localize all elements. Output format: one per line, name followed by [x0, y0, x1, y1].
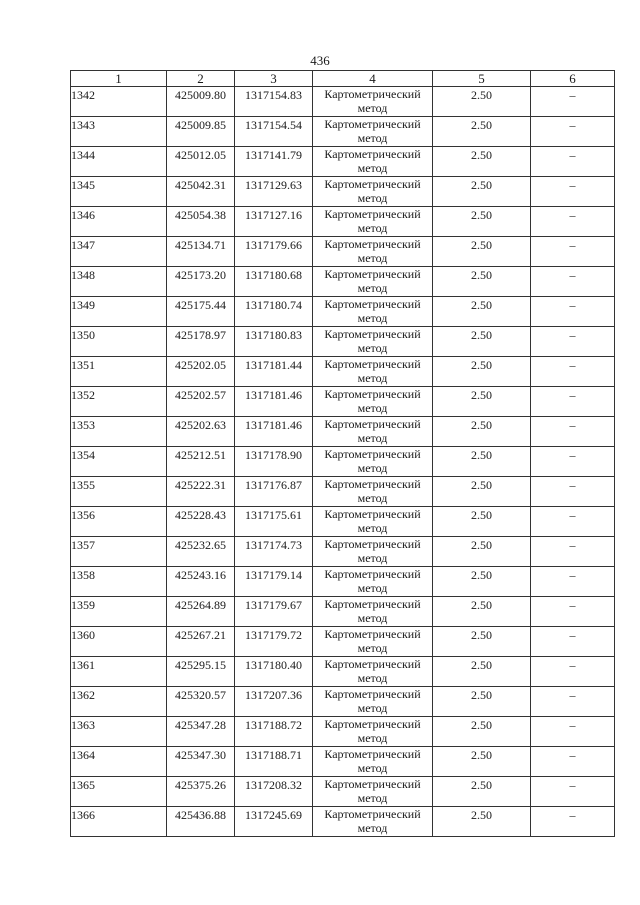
point-number-cell: 1351: [71, 357, 167, 387]
point-number-cell: 1346: [71, 207, 167, 237]
accuracy-cell: 2.50: [433, 147, 531, 177]
x-coordinate-cell: 425009.80: [167, 87, 235, 117]
accuracy-cell: 2.50: [433, 627, 531, 657]
point-number-cell: 1366: [71, 807, 167, 837]
table-row: [71, 567, 615, 597]
y-coordinate-cell: 1317181.46: [235, 387, 313, 417]
method-line-2: метод: [357, 401, 388, 415]
x-coordinate-cell: 425320.57: [167, 687, 235, 717]
accuracy-cell: 2.50: [433, 597, 531, 627]
column-header-6: 6: [531, 71, 615, 87]
note-cell: –: [531, 267, 615, 297]
point-number-cell: 1350: [71, 327, 167, 357]
accuracy-cell: 2.50: [433, 177, 531, 207]
point-number-cell: 1363: [71, 717, 167, 747]
table-row: [71, 327, 615, 357]
x-coordinate-cell: 425347.30: [167, 747, 235, 777]
y-coordinate-cell: 1317129.63: [235, 177, 313, 207]
method-cell: [313, 657, 433, 687]
accuracy-cell: 2.50: [433, 687, 531, 717]
method-cell: [313, 297, 433, 327]
x-coordinate-cell: 425375.26: [167, 777, 235, 807]
method-line-2: метод: [357, 101, 388, 115]
column-header-1: 1: [71, 71, 167, 87]
method-line-2: метод: [357, 791, 388, 805]
x-coordinate-cell: 425134.71: [167, 237, 235, 267]
point-number-cell: 1355: [71, 477, 167, 507]
method-line-1: Картометрический: [324, 267, 421, 281]
table-row: [71, 747, 615, 777]
header-row: [71, 71, 615, 87]
method-cell: [313, 627, 433, 657]
accuracy-cell: 2.50: [433, 267, 531, 297]
y-coordinate-cell: 1317127.16: [235, 207, 313, 237]
method-line-2: метод: [357, 191, 388, 205]
note-cell: –: [531, 387, 615, 417]
point-number-cell: 1361: [71, 657, 167, 687]
method-line-1: Картометрический: [324, 417, 421, 431]
table-row: [71, 507, 615, 537]
method-line-2: метод: [357, 641, 388, 655]
table-row: [71, 387, 615, 417]
table-row: [71, 597, 615, 627]
note-cell: –: [531, 567, 615, 597]
method-line-2: метод: [357, 131, 388, 145]
method-cell: [313, 687, 433, 717]
point-number-cell: 1365: [71, 777, 167, 807]
accuracy-cell: 2.50: [433, 447, 531, 477]
table-row: [71, 627, 615, 657]
x-coordinate-cell: 425009.85: [167, 117, 235, 147]
method-cell: [313, 417, 433, 447]
accuracy-cell: 2.50: [433, 207, 531, 237]
point-number-cell: 1358: [71, 567, 167, 597]
x-coordinate-cell: 425232.65: [167, 537, 235, 567]
method-cell: [313, 237, 433, 267]
note-cell: –: [531, 177, 615, 207]
x-coordinate-cell: 425202.05: [167, 357, 235, 387]
y-coordinate-cell: 1317179.66: [235, 237, 313, 267]
method-line-2: метод: [357, 671, 388, 685]
point-number-cell: 1343: [71, 117, 167, 147]
table-row: [71, 117, 615, 147]
method-line-1: Картометрический: [324, 567, 421, 581]
method-cell: [313, 567, 433, 597]
method-cell: [313, 507, 433, 537]
method-line-2: метод: [357, 311, 388, 325]
note-cell: –: [531, 537, 615, 567]
method-cell: [313, 267, 433, 297]
method-line-1: Картометрический: [324, 387, 421, 401]
y-coordinate-cell: 1317154.54: [235, 117, 313, 147]
point-number-cell: 1357: [71, 537, 167, 567]
method-line-2: метод: [357, 731, 388, 745]
note-cell: –: [531, 807, 615, 837]
y-coordinate-cell: 1317154.83: [235, 87, 313, 117]
table-row: [71, 537, 615, 567]
table-row: [71, 477, 615, 507]
table-row: [71, 87, 615, 117]
x-coordinate-cell: 425243.16: [167, 567, 235, 597]
accuracy-cell: 2.50: [433, 117, 531, 147]
x-coordinate-cell: 425178.97: [167, 327, 235, 357]
table-row: [71, 687, 615, 717]
y-coordinate-cell: 1317176.87: [235, 477, 313, 507]
x-coordinate-cell: 425222.31: [167, 477, 235, 507]
note-cell: –: [531, 597, 615, 627]
column-header-5: 5: [433, 71, 531, 87]
method-line-2: метод: [357, 221, 388, 235]
x-coordinate-cell: 425173.20: [167, 267, 235, 297]
method-line-2: метод: [357, 701, 388, 715]
method-line-2: метод: [357, 551, 388, 565]
table-row: [71, 207, 615, 237]
method-line-2: метод: [357, 341, 388, 355]
method-line-1: Картометрический: [324, 537, 421, 551]
method-cell: [313, 177, 433, 207]
y-coordinate-cell: 1317179.72: [235, 627, 313, 657]
y-coordinate-cell: 1317188.72: [235, 717, 313, 747]
accuracy-cell: 2.50: [433, 507, 531, 537]
x-coordinate-cell: 425175.44: [167, 297, 235, 327]
accuracy-cell: 2.50: [433, 327, 531, 357]
method-line-1: Картометрический: [324, 117, 421, 131]
point-number-cell: 1352: [71, 387, 167, 417]
method-line-2: метод: [357, 821, 388, 835]
method-cell: [313, 807, 433, 837]
point-number-cell: 1345: [71, 177, 167, 207]
method-cell: [313, 87, 433, 117]
method-line-1: Картометрический: [324, 237, 421, 251]
x-coordinate-cell: 425202.63: [167, 417, 235, 447]
method-cell: [313, 387, 433, 417]
accuracy-cell: 2.50: [433, 747, 531, 777]
accuracy-cell: 2.50: [433, 537, 531, 567]
table-row: [71, 237, 615, 267]
column-header-3: 3: [235, 71, 313, 87]
point-number-cell: 1348: [71, 267, 167, 297]
y-coordinate-cell: 1317141.79: [235, 147, 313, 177]
method-line-2: метод: [357, 161, 388, 175]
note-cell: –: [531, 297, 615, 327]
y-coordinate-cell: 1317207.36: [235, 687, 313, 717]
y-coordinate-cell: 1317208.32: [235, 777, 313, 807]
y-coordinate-cell: 1317181.44: [235, 357, 313, 387]
method-line-1: Картометрический: [324, 807, 421, 821]
y-coordinate-cell: 1317178.90: [235, 447, 313, 477]
point-number-cell: 1349: [71, 297, 167, 327]
method-line-1: Картометрический: [324, 627, 421, 641]
note-cell: –: [531, 447, 615, 477]
method-line-2: метод: [357, 761, 388, 775]
y-coordinate-cell: 1317180.68: [235, 267, 313, 297]
y-coordinate-cell: 1317174.73: [235, 537, 313, 567]
method-cell: [313, 207, 433, 237]
x-coordinate-cell: 425347.28: [167, 717, 235, 747]
table-row: [71, 297, 615, 327]
note-cell: –: [531, 687, 615, 717]
method-line-1: Картометрический: [324, 687, 421, 701]
method-cell: [313, 537, 433, 567]
coordinates-table: [70, 70, 615, 837]
method-cell: [313, 477, 433, 507]
table-body: [71, 87, 615, 837]
y-coordinate-cell: 1317179.67: [235, 597, 313, 627]
method-cell: [313, 147, 433, 177]
note-cell: –: [531, 477, 615, 507]
table-row: [71, 267, 615, 297]
point-number-cell: 1342: [71, 87, 167, 117]
note-cell: –: [531, 507, 615, 537]
accuracy-cell: 2.50: [433, 387, 531, 417]
table-row: [71, 657, 615, 687]
method-line-2: метод: [357, 281, 388, 295]
note-cell: –: [531, 207, 615, 237]
x-coordinate-cell: 425042.31: [167, 177, 235, 207]
accuracy-cell: 2.50: [433, 477, 531, 507]
x-coordinate-cell: 425228.43: [167, 507, 235, 537]
note-cell: –: [531, 117, 615, 147]
method-line-1: Картометрический: [324, 87, 421, 101]
method-line-2: метод: [357, 581, 388, 595]
note-cell: –: [531, 657, 615, 687]
y-coordinate-cell: 1317188.71: [235, 747, 313, 777]
table-row: [71, 447, 615, 477]
table-row: [71, 777, 615, 807]
y-coordinate-cell: 1317181.46: [235, 417, 313, 447]
note-cell: –: [531, 417, 615, 447]
table-row: [71, 177, 615, 207]
method-line-2: метод: [357, 371, 388, 385]
method-line-1: Картометрический: [324, 777, 421, 791]
x-coordinate-cell: 425212.51: [167, 447, 235, 477]
table-row: [71, 147, 615, 177]
method-cell: [313, 447, 433, 477]
accuracy-cell: 2.50: [433, 657, 531, 687]
point-number-cell: 1364: [71, 747, 167, 777]
point-number-cell: 1360: [71, 627, 167, 657]
accuracy-cell: 2.50: [433, 807, 531, 837]
method-line-2: метод: [357, 521, 388, 535]
method-line-1: Картометрический: [324, 147, 421, 161]
accuracy-cell: 2.50: [433, 237, 531, 267]
point-number-cell: 1354: [71, 447, 167, 477]
y-coordinate-cell: 1317180.83: [235, 327, 313, 357]
method-cell: [313, 747, 433, 777]
method-line-2: метод: [357, 611, 388, 625]
method-line-1: Картометрический: [324, 747, 421, 761]
x-coordinate-cell: 425264.89: [167, 597, 235, 627]
method-line-1: Картометрический: [324, 297, 421, 311]
note-cell: –: [531, 327, 615, 357]
method-cell: [313, 357, 433, 387]
method-line-1: Картометрический: [324, 357, 421, 371]
method-cell: [313, 777, 433, 807]
accuracy-cell: 2.50: [433, 417, 531, 447]
x-coordinate-cell: 425436.88: [167, 807, 235, 837]
accuracy-cell: 2.50: [433, 357, 531, 387]
column-header-4: 4: [313, 71, 433, 87]
accuracy-cell: 2.50: [433, 297, 531, 327]
table-row: [71, 357, 615, 387]
point-number-cell: 1344: [71, 147, 167, 177]
note-cell: –: [531, 147, 615, 177]
method-line-1: Картометрический: [324, 507, 421, 521]
note-cell: –: [531, 87, 615, 117]
accuracy-cell: 2.50: [433, 87, 531, 117]
accuracy-cell: 2.50: [433, 777, 531, 807]
method-line-1: Картометрический: [324, 597, 421, 611]
point-number-cell: 1347: [71, 237, 167, 267]
point-number-cell: 1362: [71, 687, 167, 717]
note-cell: –: [531, 237, 615, 267]
accuracy-cell: 2.50: [433, 567, 531, 597]
y-coordinate-cell: 1317180.74: [235, 297, 313, 327]
point-number-cell: 1359: [71, 597, 167, 627]
x-coordinate-cell: 425012.05: [167, 147, 235, 177]
method-line-1: Картометрический: [324, 657, 421, 671]
y-coordinate-cell: 1317245.69: [235, 807, 313, 837]
x-coordinate-cell: 425267.21: [167, 627, 235, 657]
method-line-2: метод: [357, 431, 388, 445]
method-line-2: метод: [357, 251, 388, 265]
table-row: [71, 417, 615, 447]
method-line-1: Картометрический: [324, 207, 421, 221]
page-number: 436: [310, 53, 330, 68]
table-row: [71, 807, 615, 837]
note-cell: –: [531, 717, 615, 747]
note-cell: –: [531, 357, 615, 387]
method-line-1: Картометрический: [324, 477, 421, 491]
accuracy-cell: 2.50: [433, 717, 531, 747]
method-line-1: Картометрический: [324, 177, 421, 191]
note-cell: –: [531, 777, 615, 807]
y-coordinate-cell: 1317180.40: [235, 657, 313, 687]
note-cell: –: [531, 627, 615, 657]
point-number-cell: 1356: [71, 507, 167, 537]
method-cell: [313, 327, 433, 357]
method-line-1: Картометрический: [324, 327, 421, 341]
point-number-cell: 1353: [71, 417, 167, 447]
method-line-2: метод: [357, 491, 388, 505]
method-cell: [313, 717, 433, 747]
y-coordinate-cell: 1317179.14: [235, 567, 313, 597]
method-line-2: метод: [357, 461, 388, 475]
table-row: [71, 717, 615, 747]
method-line-1: Картометрический: [324, 717, 421, 731]
column-header-2: 2: [167, 71, 235, 87]
x-coordinate-cell: 425295.15: [167, 657, 235, 687]
note-cell: –: [531, 747, 615, 777]
x-coordinate-cell: 425054.38: [167, 207, 235, 237]
x-coordinate-cell: 425202.57: [167, 387, 235, 417]
method-cell: [313, 597, 433, 627]
y-coordinate-cell: 1317175.61: [235, 507, 313, 537]
method-line-1: Картометрический: [324, 447, 421, 461]
method-cell: [313, 117, 433, 147]
